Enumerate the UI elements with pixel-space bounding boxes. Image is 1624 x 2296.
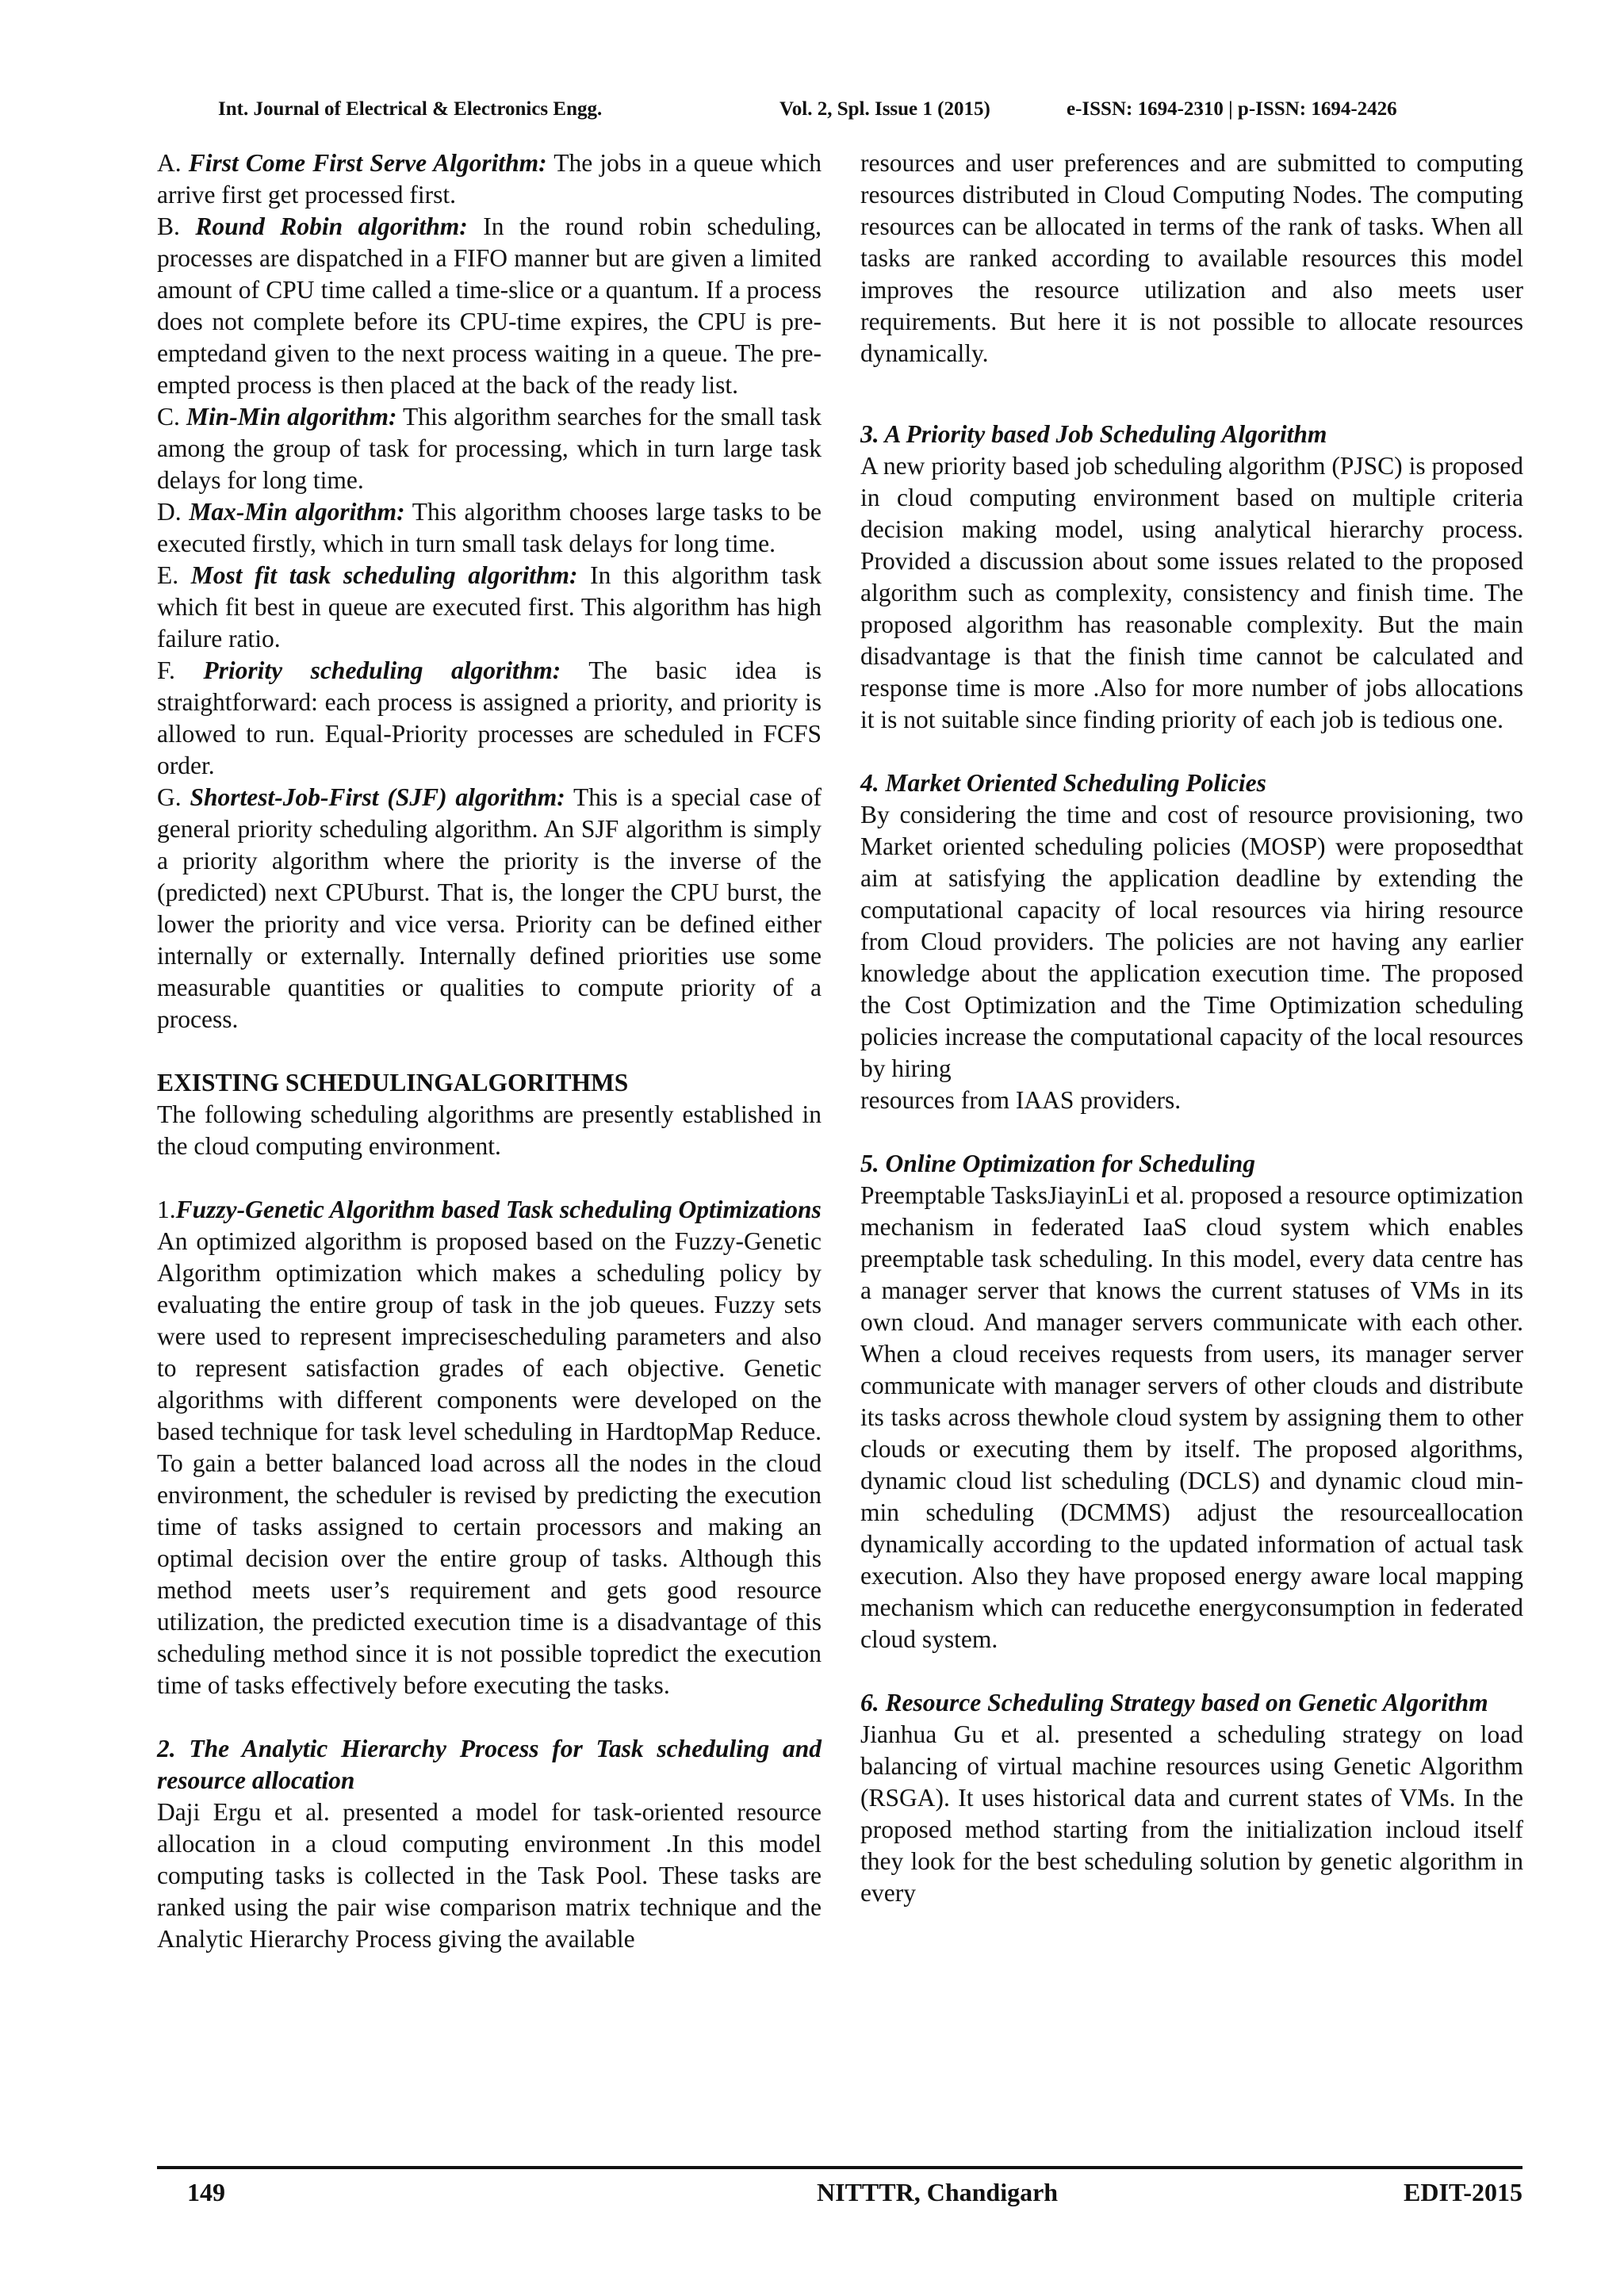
left-column	[157, 147, 822, 1955]
subsection-1-heading: 1.Fuzzy-Genetic Algorithm based Task scheduling Optimizations	[157, 1196, 822, 1223]
algorithm-d: D. Max-Min algorithm: This algorithm chooses large tasks to be executed firstly, which in turn small task delays for long time.	[157, 498, 822, 557]
subsection-2-continued: resources and user preferences and are submitted to computing resources distributed in Cloud Computing Nodes. The computing resources can be allocated in terms of the rank of tasks. When all tasks are ranked according to available resources this model improves the resource utilization and also meets user requirements. But here it is not possible to allocate resources dynamically.	[860, 149, 1523, 367]
algorithm-g: G. Shortest-Job-First (SJF) algorithm: This is a special case of general priority scheduling algorithm. An SJF algorithm is simply a priority algorithm where the priority is the inverse of the (predicted) next CPUburst. That is, the longer the CPU burst, the lower the priority and vice versa. Priority can be defined either internally or externally. Internally defined priorities use some measurable quantities or qualities to compute priority of a process.	[157, 783, 822, 1033]
section-heading: EXISTING SCHEDULINGALGORITHMS	[157, 1069, 629, 1096]
algorithm-c: C. Min-Min algorithm: This algorithm searches for the small task among the group of task for processing, which in turn large task delays for long time.	[157, 403, 822, 494]
subsection-5-heading: 5. Online Optimization for Scheduling	[860, 1150, 1255, 1177]
subsection-4-heading: 4. Market Oriented Scheduling Policies	[860, 769, 1266, 797]
algorithm-a: A. First Come First Serve Algorithm: The jobs in a queue which arrive first get processed first.	[157, 149, 822, 209]
algorithm-e: E. Most fit task scheduling algorithm: In this algorithm task which fit best in queue are executed first. This algorithm has high failure ratio.	[157, 561, 822, 652]
volume-issue: Vol. 2, Spl. Issue 1 (2015)	[779, 98, 990, 120]
term-sjf: Shortest-Job-First (SJF) algorithm:	[190, 783, 565, 811]
term-round-robin: Round Robin algorithm:	[195, 212, 468, 240]
institute-name: NITTTR, Chandigarh	[817, 2178, 1059, 2206]
subsection-3-heading: 3. A Priority based Job Scheduling Algorithm	[860, 420, 1327, 448]
term-fcfs: First Come First Serve Algorithm:	[188, 149, 547, 177]
issn: e-ISSN: 1694-2310 | p-ISSN: 1694-2426	[1067, 98, 1397, 120]
term-min-min: Min-Min algorithm:	[186, 403, 397, 430]
subsection-2-heading: 2. The Analytic Hierarchy Process for Task scheduling and resource allocation	[157, 1735, 822, 1794]
subsection-5-text: Preemptable TasksJiayinLi et al. proposed a resource optimization mechanism in federated IaaS cloud system which enables preemptable task scheduling. In this model, every data centre has a manager server that knows the current statuses of VMs in its own cloud. And manager servers communicate with each other. When a cloud receives requests from users, its manager server communicate with manager servers of other clouds and distribute its tasks across thewhole cloud system by assigning them to other clouds or executing them by itself. The proposed algorithms, dynamic cloud list scheduling (DCLS) and dynamic cloud min-min scheduling (DCMMS) adjust the resourceallocation dynamically according to the updated information of actual task execution. Also they have proposed energy aware local mapping mechanism which can reducethe energyconsumption in federated cloud system.	[860, 1181, 1523, 1653]
section-intro: The following scheduling algorithms are presently established in the cloud computing environment.	[157, 1100, 822, 1160]
subsection-2-text: Daji Ergu et al. presented a model for task-oriented resource allocation in a cloud computing environment .In this model computing tasks is collected in the Task Pool. These tasks are ranked using the pair wise comparison matrix technique and the Analytic Hierarchy Process giving the available	[157, 1798, 822, 1953]
running-footer	[157, 2176, 1522, 2208]
subsection-1-text: An optimized algorithm is proposed based on the Fuzzy-Genetic Algorithm optimization which makes a scheduling policy by evaluating the entire group of task in the job queues. Fuzzy sets were used to represent imprecisescheduling parameters and also to represent satisfaction grades of each objective. Genetic algorithms with different components were developed on the based technique for task level scheduling in HardtopMap Reduce. To gain a better balanced load across all the nodes in the cloud environment, the scheduler is revised by predicting the execution time of tasks assigned to certain processors and making an optimal decision over the entire group of tasks. Although this method meets user’s requirement and gets good resource utilization, the predicted execution time is a disadvantage of this scheduling method since it is not possible topredict the execution time of tasks effectively before executing the tasks.	[157, 1227, 822, 1699]
term-max-min: Max-Min algorithm:	[189, 498, 405, 526]
edition: EDIT-2015	[1404, 2178, 1522, 2206]
subsection-6-text: Jianhua Gu et al. presented a scheduling strategy on load balancing of virtual machine resources using Genetic Algorithm (RSGA). It uses historical data and current states of VMs. In the proposed method starting from the initialization incloud itself they look for the best scheduling solution by genetic algorithm in every	[860, 1720, 1523, 1907]
algorithm-f: F. Priority scheduling algorithm: The basic idea is straightforward: each process is assigned a priority, and priority is allowed to run. Equal-Priority processes are scheduled in FCFS order.	[157, 656, 822, 779]
subsection-6-heading: 6. Resource Scheduling Strategy based on Genetic Algorithm	[860, 1689, 1488, 1716]
subsection-4-text-end: resources from IAAS providers.	[860, 1086, 1182, 1114]
right-column	[860, 147, 1523, 1909]
page-number: 149	[187, 2178, 225, 2206]
journal-name: Int. Journal of Electrical & Electronics Engg.	[218, 98, 603, 120]
running-header	[218, 94, 1471, 125]
subsection-4-text: By considering the time and cost of resource provisioning, two Market oriented scheduling policies (MOSP) were proposedthat aim at satisfying the application deadline by extending the computational capacity of local resources via hiring resource from Cloud providers. The policies are not having any earlier knowledge about the application execution time. The proposed the Cost Optimization and the Time Optimization scheduling policies increase the computational capacity of the local resources by hiring	[860, 801, 1523, 1082]
algorithm-b: B. Round Robin algorithm: In the round robin scheduling, processes are dispatched in a FIFO manner but are given a limited amount of CPU time called a time-slice or a quantum. If a process does not complete before its CPU-time expires, the CPU is pre-emptedand given to the next process waiting in a queue. The pre-empted process is then placed at the back of the ready list.	[157, 212, 822, 399]
subsection-3-text: A new priority based job scheduling algorithm (PJSC) is proposed in cloud computing environment based on multiple criteria decision making model, using analytical hierarchy process. Provided a discussion about some issues related to the proposed algorithm such as complexity, consistency and finish time. The proposed algorithm has reasonable complexity. But the main disadvantage is that the finish time cannot be calculated and response time is more .Also for more number of jobs allocations it is not suitable since finding priority of each job is tedious one.	[860, 452, 1523, 733]
term-most-fit: Most fit task scheduling algorithm:	[190, 561, 578, 589]
footer-rule	[157, 2166, 1522, 2169]
term-priority: Priority scheduling algorithm:	[203, 656, 561, 684]
